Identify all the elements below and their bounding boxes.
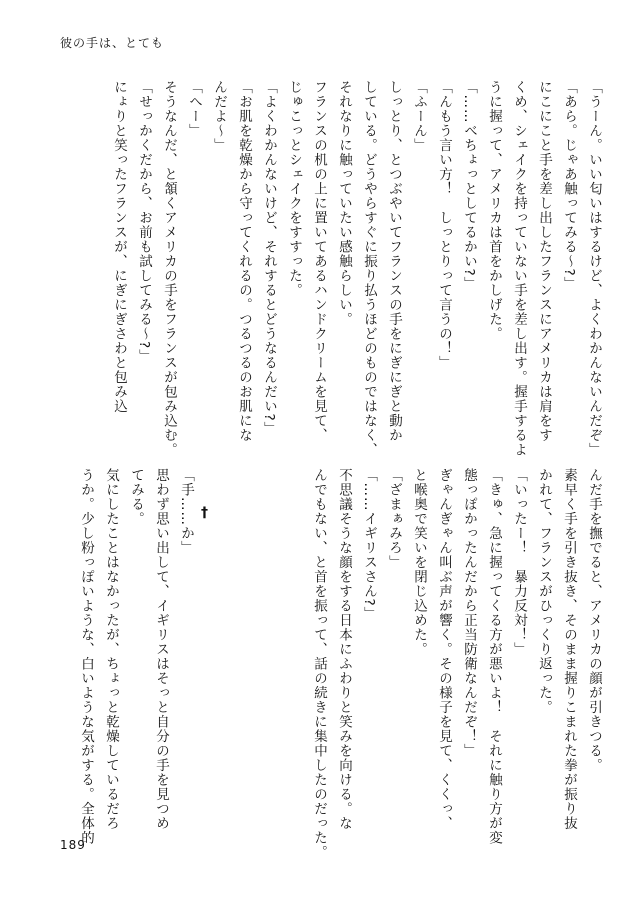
text-column: んでもない、と首を振って、話の続きに集中したのだった。: [311, 468, 327, 860]
text-column: 「……イギリスさん?」: [361, 468, 377, 622]
text-column: 「……べちょっとしてるかい?」: [461, 80, 477, 292]
text-column: にこにこと手を差し出したフランスにアメリカは肩をす: [536, 80, 552, 443]
text-column: 「せっかくだから、お前も試してみる～?」: [136, 80, 152, 364]
text-column: 気にしたことはなかったが、ちょっと乾燥しているだろ: [103, 468, 119, 831]
text-column: 態っぽかったんだから正当防衛なんだぞ！」: [461, 468, 477, 758]
text-column: 「手……か」: [178, 468, 194, 555]
text-column: 「お肌を乾燥から守ってくれるの。つるつるのお肌にな: [236, 80, 252, 443]
text-column: 「きゅ、急に握ってくる方が悪いよ！ それに触り方が変: [486, 468, 502, 845]
text-column: 「あら。じゃあ触ってみる～?」: [561, 80, 577, 292]
text-column: 「んもう言い方！ しっとりって言うの！」: [436, 80, 452, 370]
running-title: 彼の手は、とても: [60, 36, 165, 50]
text-column: ぎゃんぎゃん叫ぶ声が響く。その様子を見て、くくっ、: [436, 468, 452, 831]
text-column: しっとり、とつぶやいてフランスの手をにぎにぎと動か: [386, 80, 402, 443]
text-column: かれて、フランスがひっくり返った。: [536, 468, 552, 715]
text-column: 「よくわかんないけど、それするとどうなるんだい?」: [261, 80, 277, 437]
text-column: フランスの机の上に置いてあるハンドクリームを見て、: [311, 80, 327, 443]
text-column: 「いったー！ 暴力反対！」: [511, 468, 527, 657]
section-break-dagger: †: [201, 505, 208, 521]
text-column: そうなんだ、と頷くアメリカの手をフランスが包み込む。: [161, 80, 177, 457]
text-column: じゅこっとシェイクをすすった。: [286, 80, 302, 298]
text-column: うに握って、アメリカは首をかしげた。: [486, 80, 502, 341]
text-column: 「ざまぁみろ」: [386, 468, 402, 570]
text-column: んだよ～」: [211, 80, 227, 153]
text-column: うか。少し粉っぽいような、白いような気がする。全体的: [78, 468, 94, 845]
text-column: てみる。: [128, 468, 144, 526]
text-column: にょりと笑ったフランスが、にぎにぎさわと包み込: [111, 80, 127, 414]
text-column: んだ手を撫でると、アメリカの顔が引きつる。: [586, 468, 602, 773]
text-column: 不思議そうな顔をする日本にふわりと笑みを向ける。な: [336, 468, 352, 831]
text-column: 「へー」: [186, 80, 202, 138]
text-column: 「ふーん」: [411, 80, 427, 153]
text-column: している。どうやらすぐに振り払うほどのものではなく、: [361, 80, 377, 457]
text-column: 「うーん。いい匂いはするけど、よくわかんないんだぞ」: [586, 80, 602, 457]
text-column: と喉奥で笑いを閉じ込めた。: [411, 468, 427, 657]
text-column: くめ、シェイクを持っていない手を差し出す。握手するよ: [511, 80, 527, 457]
text-column: 思わず思い出して、イギリスはそっと自分の手を見つめ: [153, 468, 169, 831]
page-number: 189: [60, 838, 86, 852]
text-column: 素早く手を引き抜き、そのまま握りこまれた拳が振り抜: [561, 468, 577, 831]
text-column: それなりに触っていたい感触らしい。: [336, 80, 352, 327]
